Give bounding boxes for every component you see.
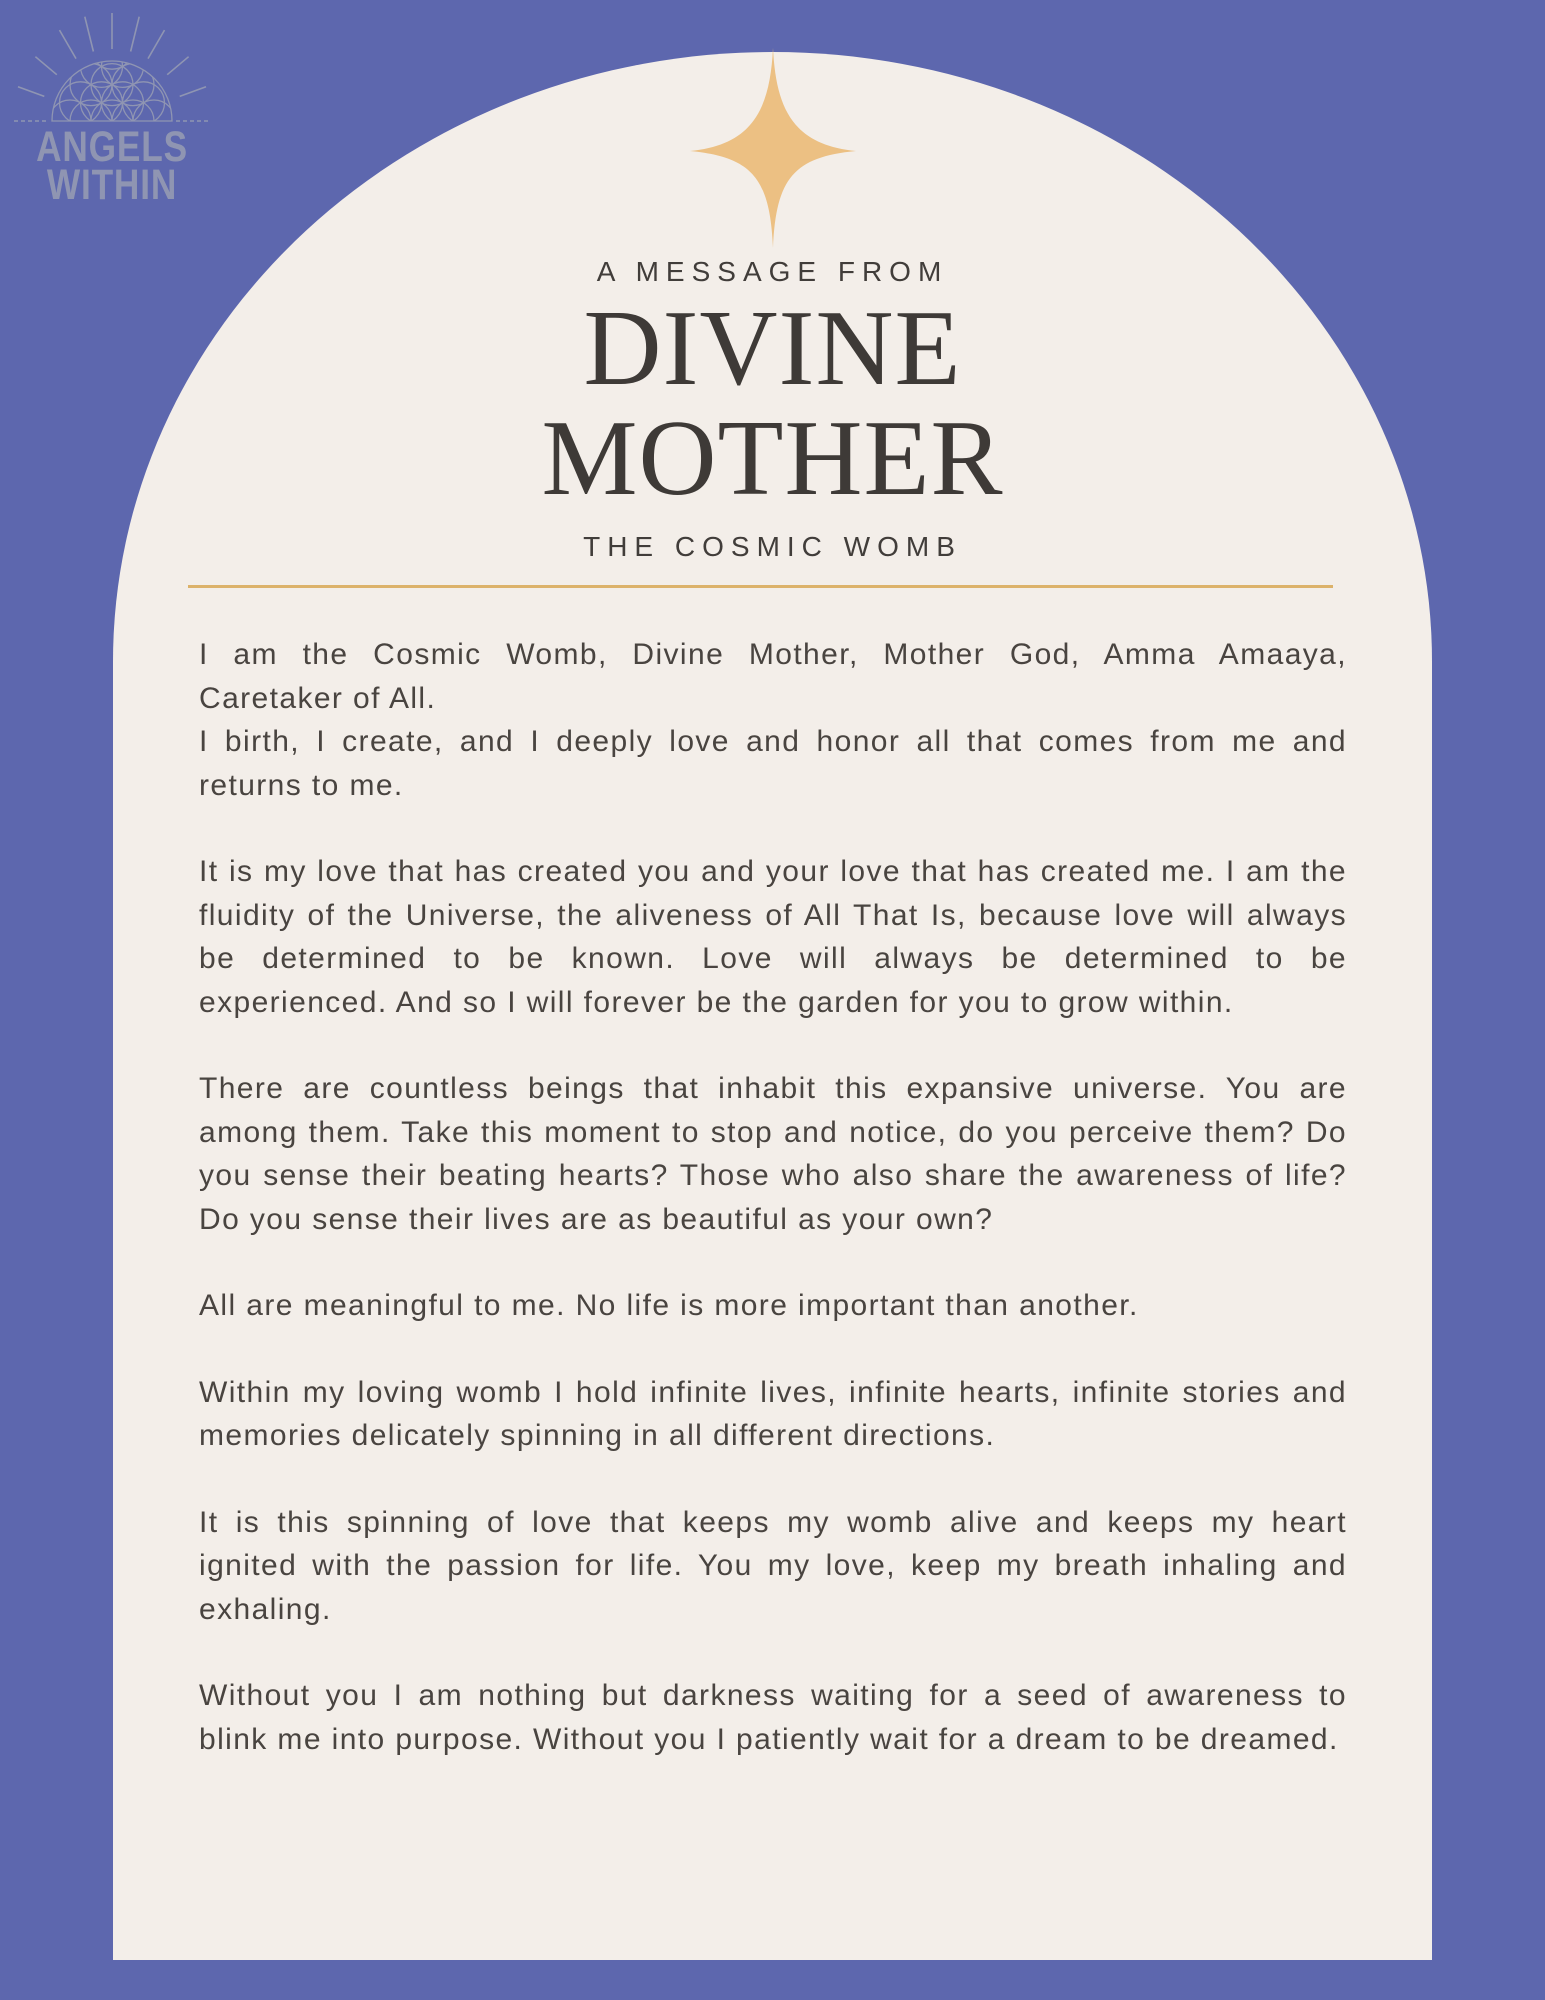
title-line1: DIVINE (583, 289, 962, 408)
paragraph-segment: It is this spinning of love that keeps my womb alive and keeps my heart ignited with the passion for life. You my love, keep my breath inhaling and exhaling. (199, 1505, 1347, 1626)
gold-divider (188, 585, 1333, 588)
paragraph (199, 1371, 1347, 1458)
paragraph-segment: All are meaningful to me. No life is more important than another. (199, 1289, 1139, 1322)
paragraph-segment: I am the Cosmic Womb, Divine Mother, Mother God, Amma Amaaya, Caretaker of All. (199, 638, 1347, 715)
paragraph (199, 1284, 1347, 1328)
paragraph-segment: I birth, I create, and I deeply love and honor all that comes from me and returns to me. (199, 725, 1347, 802)
sun-flower-of-life-icon (12, 8, 212, 128)
title-line2: MOTHER (541, 399, 1004, 518)
paragraph-segment: Without you I am nothing but darkness waiting for a seed of awareness to blink me into purpose. Without you I patiently wait for a dream to be dreamed. (199, 1679, 1347, 1756)
paragraph-segment: It is my love that has created you and your love that has created me. I am the fluidity of the Universe, the aliveness of All That Is, because love will always be determined to be known. Love will always be determined to be experienced. And so I will forever be the garden for you to grow within. (199, 855, 1347, 1019)
paragraph (199, 1067, 1347, 1241)
message-body (199, 633, 1347, 1804)
angels-within-logo (12, 8, 212, 209)
paragraph (199, 850, 1347, 1024)
paragraph-segment: There are countless beings that inhabit this expansive universe. You are among them. Take this moment to stop and notice, do you perceive them? Do you sense their beating hearts? Those who also share the awareness of life? Do you sense their lives are as beautiful as your own? (199, 1072, 1347, 1236)
paragraph-segment: Within my loving womb I hold infinite lives, infinite hearts, infinite stories and memories delicately spinning in all different directions. (199, 1375, 1347, 1452)
subtitle-text: THE COSMIC WOMB (583, 531, 962, 562)
page-title (113, 289, 1432, 518)
kicker-text: A MESSAGE FROM (596, 256, 949, 287)
paragraph (199, 1501, 1347, 1632)
paragraph (199, 633, 1347, 807)
sparkle-star-icon (690, 48, 856, 248)
logo-text-line2: WITHIN (46, 161, 178, 209)
logo-text-line1: ANGELS (36, 123, 188, 171)
paragraph (199, 1674, 1347, 1761)
